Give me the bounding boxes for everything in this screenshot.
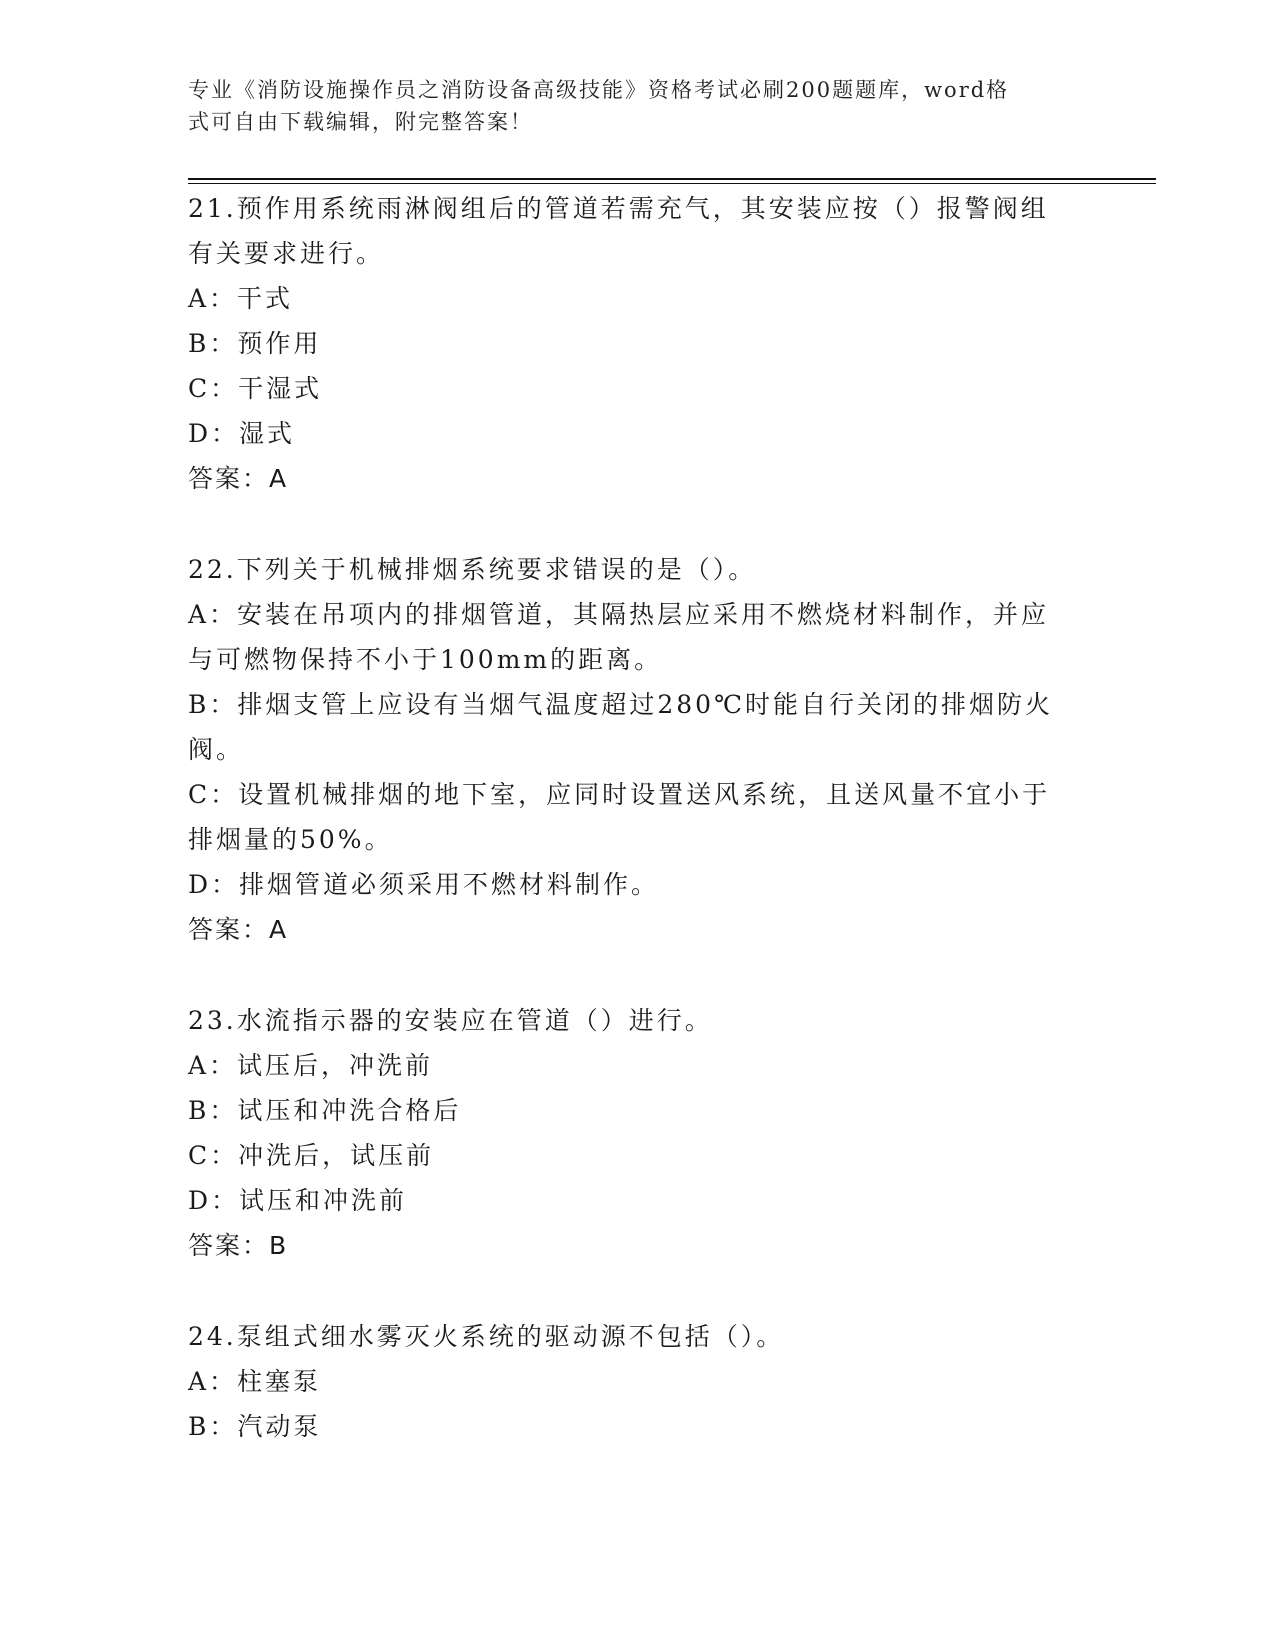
question-list (188, 186, 1068, 1449)
question-stem: 22.下列关于机械排烟系统要求错误的是（）。 (188, 555, 757, 584)
option-line: C：设置机械排烟的地下室，应同时设置送风系统，且送风量不宜小于 (188, 780, 1051, 809)
header-line-1: 专业《消防设施操作员之消防设备高级技能》资格考试必刷200题题库，word格 (188, 78, 1010, 102)
option-line: 排烟量的50%。 (188, 825, 393, 854)
option-line: D：湿式 (188, 419, 296, 448)
answer-line: 答案：A (188, 915, 289, 944)
option-line: B：汽动泵 (188, 1412, 322, 1441)
option-line: A：安装在吊项内的排烟管道，其隔热层应采用不燃烧材料制作，并应 (188, 600, 1050, 629)
option-line: B：试压和冲洗合格后 (188, 1096, 462, 1125)
header-divider-thin (188, 183, 1156, 184)
question-spacer (188, 502, 1068, 547)
question-block (188, 1314, 1068, 1449)
question-spacer (188, 953, 1068, 998)
option-line: A：柱塞泵 (188, 1367, 322, 1396)
option-line: C：冲洗后，试压前 (188, 1141, 435, 1170)
question-block (188, 998, 1068, 1314)
question-stem: 23.水流指示器的安装应在管道（）进行。 (188, 1006, 713, 1035)
question-block (188, 547, 1068, 998)
document-header (188, 74, 1068, 138)
option-line: D：试压和冲洗前 (188, 1186, 408, 1215)
question-spacer (188, 1269, 1068, 1314)
option-line: B：预作用 (188, 329, 322, 358)
option-line: A：试压后，冲洗前 (188, 1051, 434, 1080)
option-line: C：干湿式 (188, 374, 323, 403)
option-line: B：排烟支管上应设有当烟气温度超过280℃时能自行关闭的排烟防火 (188, 690, 1054, 719)
question-stem: 有关要求进行。 (188, 239, 385, 268)
option-line: 阀。 (188, 735, 245, 764)
option-line: A：干式 (188, 284, 294, 313)
header-line-2: 式可自由下载编辑，附完整答案！ (188, 110, 533, 134)
question-block (188, 186, 1068, 547)
option-line: 与可燃物保持不小于100mm的距离。 (188, 645, 663, 674)
question-stem: 21.预作用系统雨淋阀组后的管道若需充气，其安装应按（）报警阀组 (188, 194, 1049, 223)
answer-line: 答案：B (188, 1231, 289, 1260)
answer-line: 答案：A (188, 464, 289, 493)
header-divider-thick (188, 178, 1156, 180)
question-stem: 24.泵组式细水雾灭火系统的驱动源不包括（）。 (188, 1322, 785, 1351)
option-line: D：排烟管道必须采用不燃材料制作。 (188, 870, 660, 899)
